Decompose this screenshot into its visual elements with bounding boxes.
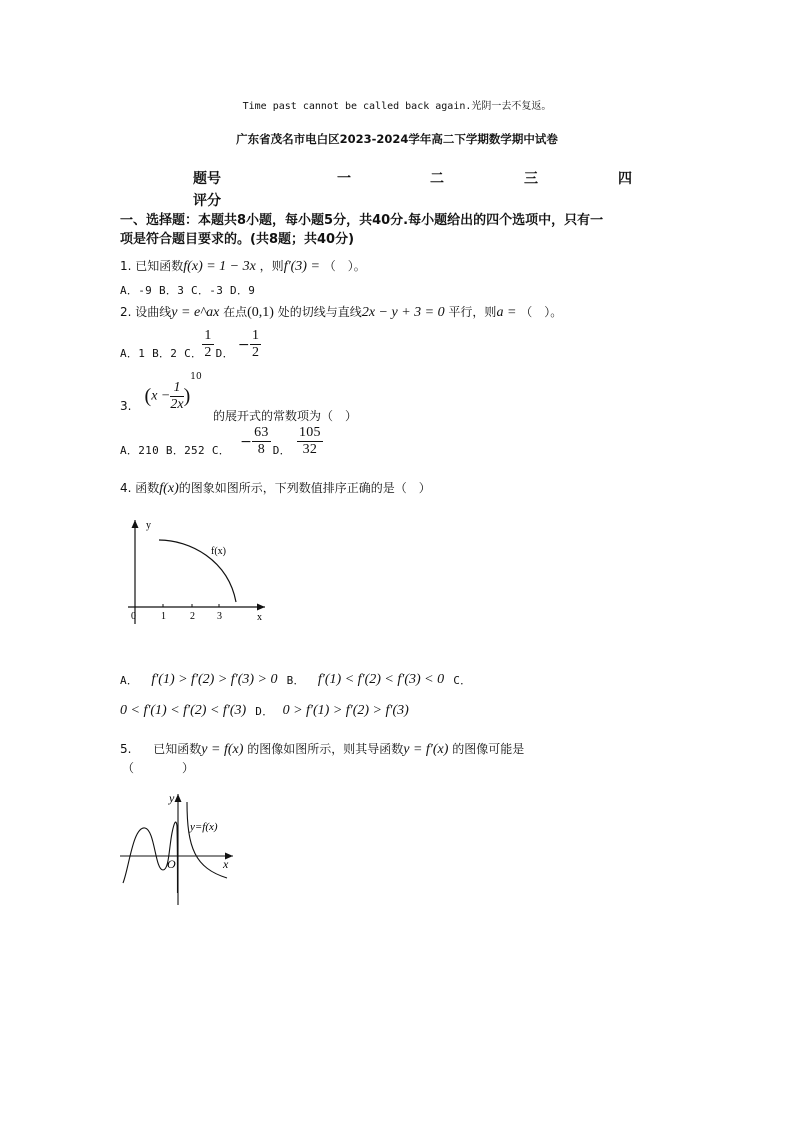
question-text: 的图像如图所示，则其导函数: [247, 742, 404, 756]
fraction-numerator: 1: [251, 328, 260, 343]
y-axis-label: y: [169, 791, 175, 805]
origin-label: 0: [131, 611, 136, 622]
answer-blank: （ ）。: [323, 259, 366, 273]
question-text: 已知函数: [153, 742, 202, 756]
question-text: 设曲线: [135, 305, 172, 319]
score-table-col-3: 三: [524, 171, 538, 187]
minus-sign: −: [237, 336, 250, 353]
origin-label: O: [167, 857, 176, 871]
fraction-denominator: 2: [251, 345, 260, 360]
x-axis-arrow: [257, 604, 265, 611]
page-title: 广东省茂名市电白区2023-2024学年高二下学期数学期中试卷: [236, 132, 558, 146]
fraction-denominator: 8: [257, 442, 266, 457]
option-d-fraction: [297, 425, 323, 458]
question-text: 已知函数: [135, 259, 184, 273]
answer-blank: （ ）: [122, 761, 195, 775]
question-5-graph: [115, 788, 240, 908]
question-text: 的图像可能是: [452, 742, 525, 756]
option-label: D．: [272, 444, 291, 457]
question-text: ，则: [259, 259, 284, 273]
option-a-expression: f′(1) > f′(2) > f′(3) > 0: [151, 672, 278, 687]
minus-sign: −: [240, 433, 253, 450]
question-4-options-row-2: [120, 699, 409, 719]
option-b-expression: f′(1) < f′(2) < f′(3) < 0: [317, 672, 445, 687]
option-label: D．: [255, 705, 274, 718]
option-label: C．: [453, 674, 472, 687]
question-2: [120, 303, 562, 321]
fraction-denominator: 2: [204, 345, 212, 360]
fraction-denominator: 2x: [170, 397, 184, 412]
question-2-options: [120, 328, 261, 368]
question-text: 的图象如图所示，下列数值排序正确的是（ ）: [178, 481, 431, 495]
curve-label: y=f(x): [190, 821, 218, 833]
fraction-denominator: 32: [302, 442, 318, 457]
question-3: [120, 372, 202, 422]
option-label: D．: [215, 347, 234, 360]
answer-blank: （ ）。: [520, 305, 563, 319]
x-axis-label: x: [257, 612, 262, 623]
question-5: [120, 740, 524, 758]
option-c-fraction: [252, 425, 271, 458]
math-expression: x −: [151, 388, 171, 404]
right-paren: ): [183, 385, 191, 407]
question-3-options: [120, 425, 323, 465]
question-text: 处的切线与直线: [277, 305, 362, 319]
score-table-col-2: 二: [430, 171, 444, 187]
exponent: 10: [190, 372, 202, 382]
option-d-fraction: [250, 328, 261, 361]
math-expression: (0,1): [247, 305, 274, 320]
tick-label: 2: [190, 611, 195, 622]
function-curve-right-branch: [187, 802, 227, 878]
option-c-fraction: [202, 328, 213, 361]
expression-fraction: [170, 380, 183, 413]
math-expression: y = f′(x): [403, 742, 449, 757]
question-number: 2.: [120, 305, 132, 319]
y-axis-arrow: [175, 794, 182, 802]
option-d-expression: 0 > f′(1) > f′(2) > f′(3): [282, 703, 409, 718]
tick-label: 3: [217, 611, 222, 622]
question-text: 平行，则: [448, 305, 497, 319]
score-table-col-4: 四: [618, 171, 632, 187]
math-expression: a =: [496, 305, 517, 320]
section-heading-line-1: 一、选择题：本题共8小题，每小题5分，共40分.每小题给出的四个选项中，只有一: [120, 213, 604, 228]
question-4: [120, 479, 431, 497]
math-expression: f(x): [159, 481, 179, 496]
y-axis-label: y: [146, 520, 151, 531]
question-4-graph: [120, 512, 270, 627]
question-4-options-row-1: [120, 668, 471, 688]
option-c-expression: 0 < f′(1) < f′(2) < f′(3): [120, 703, 247, 718]
fraction-numerator: 1: [170, 380, 183, 397]
math-expression: y = f(x): [201, 742, 244, 757]
question-1-options: A．-9 B．3 C．-3 D．9: [120, 284, 256, 297]
score-table-row-label-question: 题号: [193, 171, 221, 187]
option-text: A．210 B．252 C．: [120, 444, 231, 457]
option-label: B．: [286, 674, 305, 687]
math-expression: 2x − y + 3 = 0: [361, 305, 445, 320]
fraction-numerator: 63: [254, 425, 269, 440]
question-number: 3.: [120, 399, 132, 413]
left-paren: (: [144, 385, 152, 407]
score-table-col-1: 一: [337, 171, 351, 187]
x-axis-label: x: [223, 857, 229, 871]
math-expression: y = e^ax: [171, 305, 220, 320]
question-number: 5.: [120, 742, 132, 756]
page-header: Time past cannot be called back again.光阴一去不复返。: [242, 101, 552, 112]
curve-label: f(x): [211, 546, 226, 557]
math-expression: f(x) = 1 − 3x: [183, 259, 256, 274]
math-expression: f′(3) =: [283, 259, 320, 274]
tick-label: 1: [161, 611, 166, 622]
y-axis-arrow: [132, 520, 139, 528]
option-label: A．: [120, 674, 139, 687]
score-table-row-label-score: 评分: [193, 193, 221, 209]
question-1: [120, 257, 366, 275]
question-3-text: 的展开式的常数项为（ ）: [213, 409, 358, 423]
fraction-numerator: 1: [204, 328, 212, 343]
question-number: 1.: [120, 259, 132, 273]
question-text: 函数: [135, 481, 160, 495]
question-number: 4.: [120, 481, 132, 495]
option-text: A．1 B．2 C．: [120, 347, 203, 360]
question-text: 在点: [223, 305, 248, 319]
section-heading-line-2: 项是符合题目要求的。(共8题；共40分): [120, 232, 355, 247]
fraction-numerator: 105: [298, 425, 321, 440]
